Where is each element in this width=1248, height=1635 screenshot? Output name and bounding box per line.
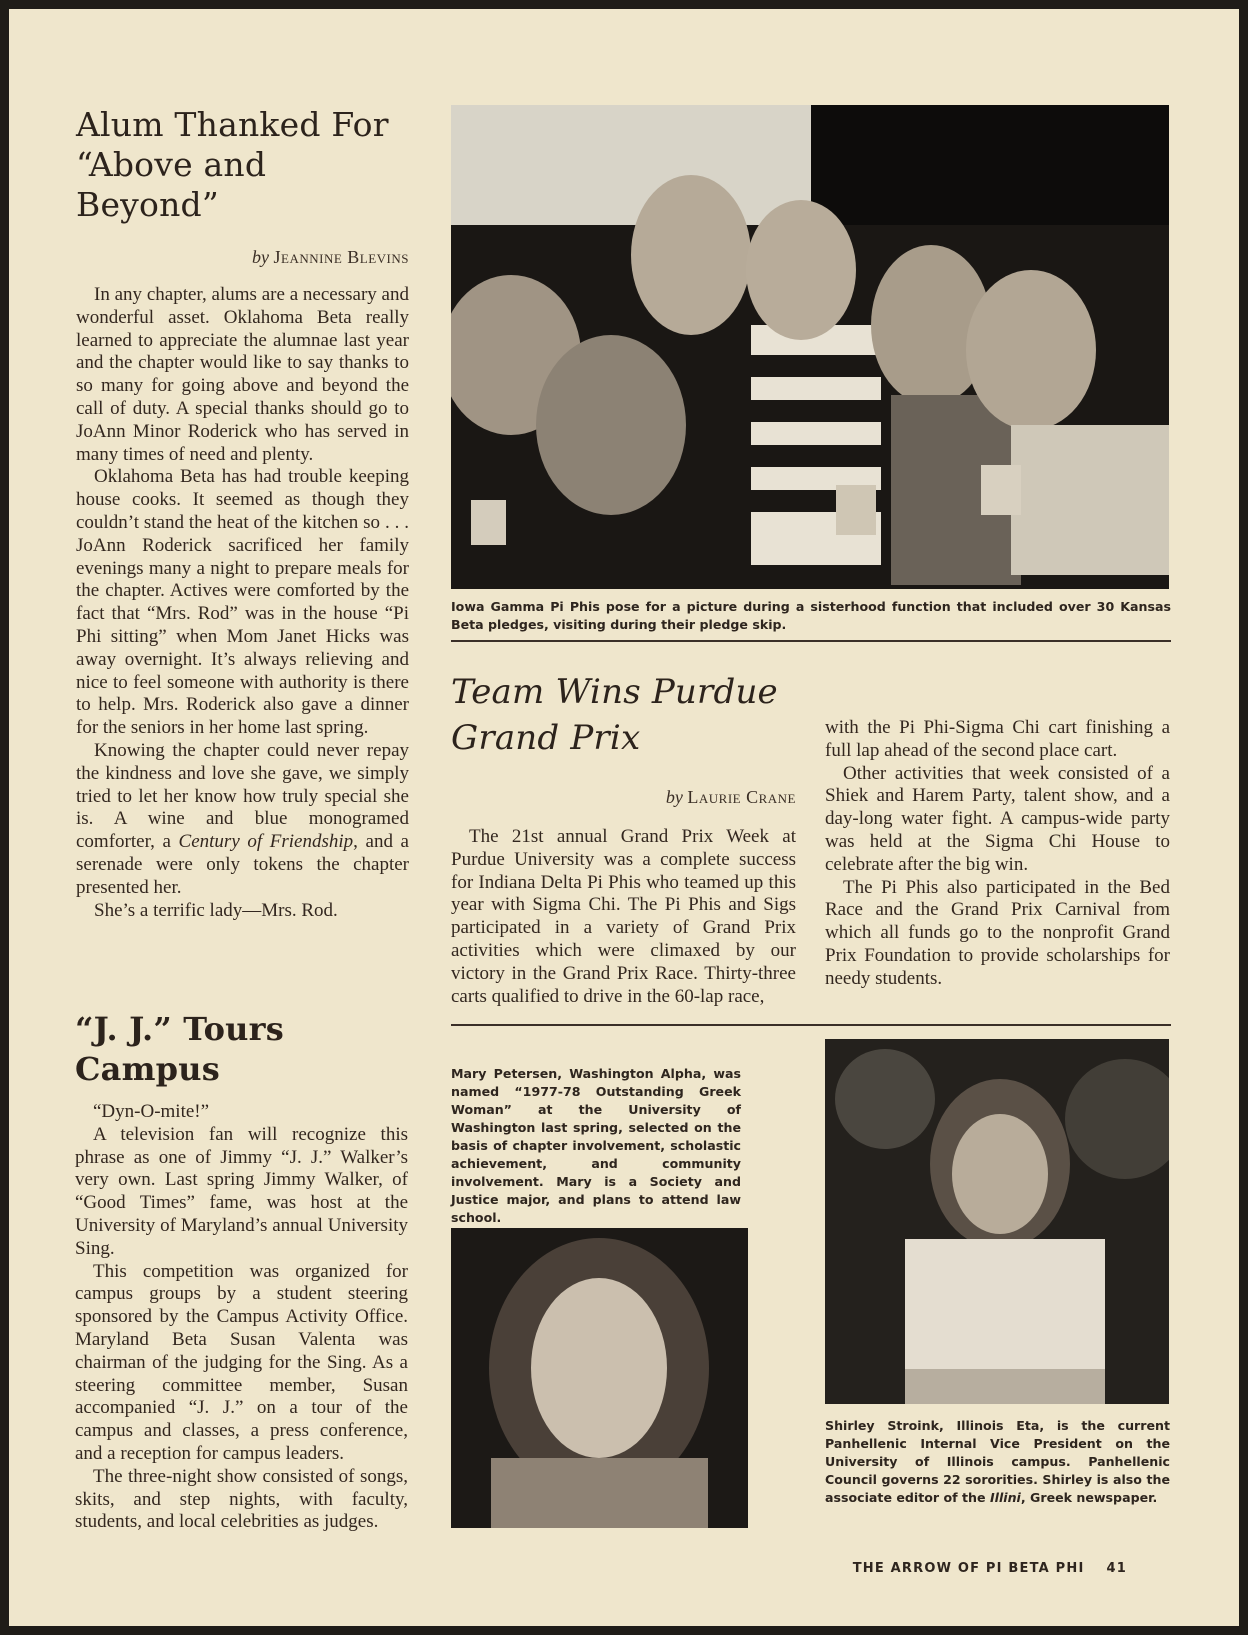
byline-author: Laurie Crane (687, 787, 796, 807)
page-number: 41 (1106, 1561, 1127, 1576)
paragraph: Oklahoma Beta has had trouble keeping house cooks. It seemed as though they couldn’t stand the heat of the kitchen so . . . JoAnn Roderick sacrificed her family evenings many a night to prepare meals for the chapter. Actives were comforted by the fact that “Mrs. Rod” was in the house “Pi Phi sitting” when Mom Janet Hicks was away overnight. It’s always relieving and nice to feel someone with authority is there to help. Mrs. Roderick also gave a dinner for the seniors in her home last spring. (76, 466, 409, 739)
shirley-portrait-photo (825, 1039, 1169, 1404)
title-line: “Above and Beyond” (76, 145, 267, 224)
paragraph: The Pi Phis also participated in the Bed Race and the Grand Prix Carnival from which all funds go to the nonprofit Grand Prix Foundation to provide scholarships for needy students. (825, 876, 1170, 989)
paragraph: The 21st annual Grand Prix Week at Purdue University was a complete success for Indiana Delta Pi Phis who teamed up this year with Sigma Chi. The Pi Phis and Sigs participated in a variety of Grand Prix activities which were climaxed by our victory in the Grand Prix Race. Thirty-three carts qualified to drive in the 60-lap race, (451, 826, 796, 1007)
group-photo-caption: Iowa Gamma Pi Phis pose for a picture during a sisterhood function that included over 30 Kansas Beta pledges, visiting during their pledge skip. (451, 599, 1171, 632)
title-line: Alum Thanked For (76, 105, 389, 144)
article-jj-tours (75, 1009, 408, 1534)
group-photo (451, 105, 1169, 589)
byline-author: Jeannine Blevins (273, 247, 409, 267)
paragraph: She’s a terrific lady—Mrs. Rod. (94, 899, 338, 921)
mary-portrait-photo (451, 1228, 748, 1528)
magazine-page (9, 9, 1239, 1626)
article-title: “J. J.” Tours Campus (75, 1010, 284, 1088)
byline-by: by (252, 247, 269, 267)
paragraph: Other activities that week consisted of a Shiek and Harem Party, talent show, and a day-long water fight. A campus-wide party was held at the Sigma Chi House to celebrate after the big win. (825, 762, 1170, 875)
page-footer (853, 1561, 1127, 1576)
byline-by: by (665, 787, 683, 807)
title-line: Grand Prix (451, 718, 641, 758)
article-purdue-continued (825, 717, 1170, 991)
byline (76, 247, 409, 268)
paragraph: In any chapter, alums are a necessary and wonderful asset. Oklahoma Beta really learned to appreciate the alumnae last year and the chapter would like to say thanks to so many for going above and beyond the call of duty. A special thanks should go to JoAnn Minor Roderick who has served in many times of need and plenty. (76, 284, 409, 465)
text-run: , Greek newspaper. (1020, 1490, 1158, 1505)
article-title (76, 105, 409, 225)
byline (451, 787, 796, 808)
publication-name: THE ARROW OF PI BETA PHI (852, 1561, 1085, 1576)
newspaper-name: Illini (989, 1490, 1021, 1505)
text-run: , and a serenade were only tokens the chapter presented her. (76, 831, 409, 898)
paragraph: A television fan will recognize this phrase as one of Jimmy “J. J.” Walker’s very own. Last spring Jimmy Walker, of “Good Times” fame, was host at the University of Maryland’s annual University Sing. (75, 1123, 408, 1259)
text-run: Shirley Stroink, Illinois Eta, is the current Panhellenic Internal Vice President on the University of Illinois campus. Panhellenic Council governs 22 sororities. Shirley is also the associate editor of the (825, 1418, 1170, 1505)
divider (451, 1024, 1171, 1026)
article-alum-thanked (76, 105, 409, 922)
paragraph: The three-night show consisted of songs, skits, and step nights, with faculty, students, and local celebrities as judges. (75, 1465, 408, 1533)
paragraph: “Dyn-O-mite!” (93, 1101, 210, 1122)
article-title (451, 669, 796, 761)
paragraph: This competition was organized for campus groups by a student steering sponsored by the Campus Activity Office. Maryland Beta Susan Valenta was chairman of the judging for the Sing. As a steering committee member, Susan accompanied “J. J.” on a tour of the campus and classes, a press conference, and a reception for campus leaders. (75, 1260, 408, 1464)
paragraph: with the Pi Phi-Sigma Chi cart finishing a full lap ahead of the second place cart. (825, 717, 1170, 761)
paragraph (76, 740, 409, 900)
mary-caption: Mary Petersen, Washington Alpha, was named “1977-78 Outstanding Greek Woman” at the University of Washington last spring, selected on the basis of chapter involvement, scholastic achievement, and community involvement. Mary is a Society and Justice major, and plans to attend law school. (451, 1066, 741, 1225)
divider (451, 640, 1171, 642)
shirley-caption (825, 1417, 1170, 1507)
book-title: Century of Friendship (178, 831, 354, 853)
text-run: Knowing the chapter could never repay the kindness and love she gave, we simply tried to let her know how truly special she is. A wine and blue monogramed comforter, a (76, 739, 409, 853)
article-purdue (451, 669, 796, 1008)
title-line: Team Wins Purdue (451, 672, 778, 712)
